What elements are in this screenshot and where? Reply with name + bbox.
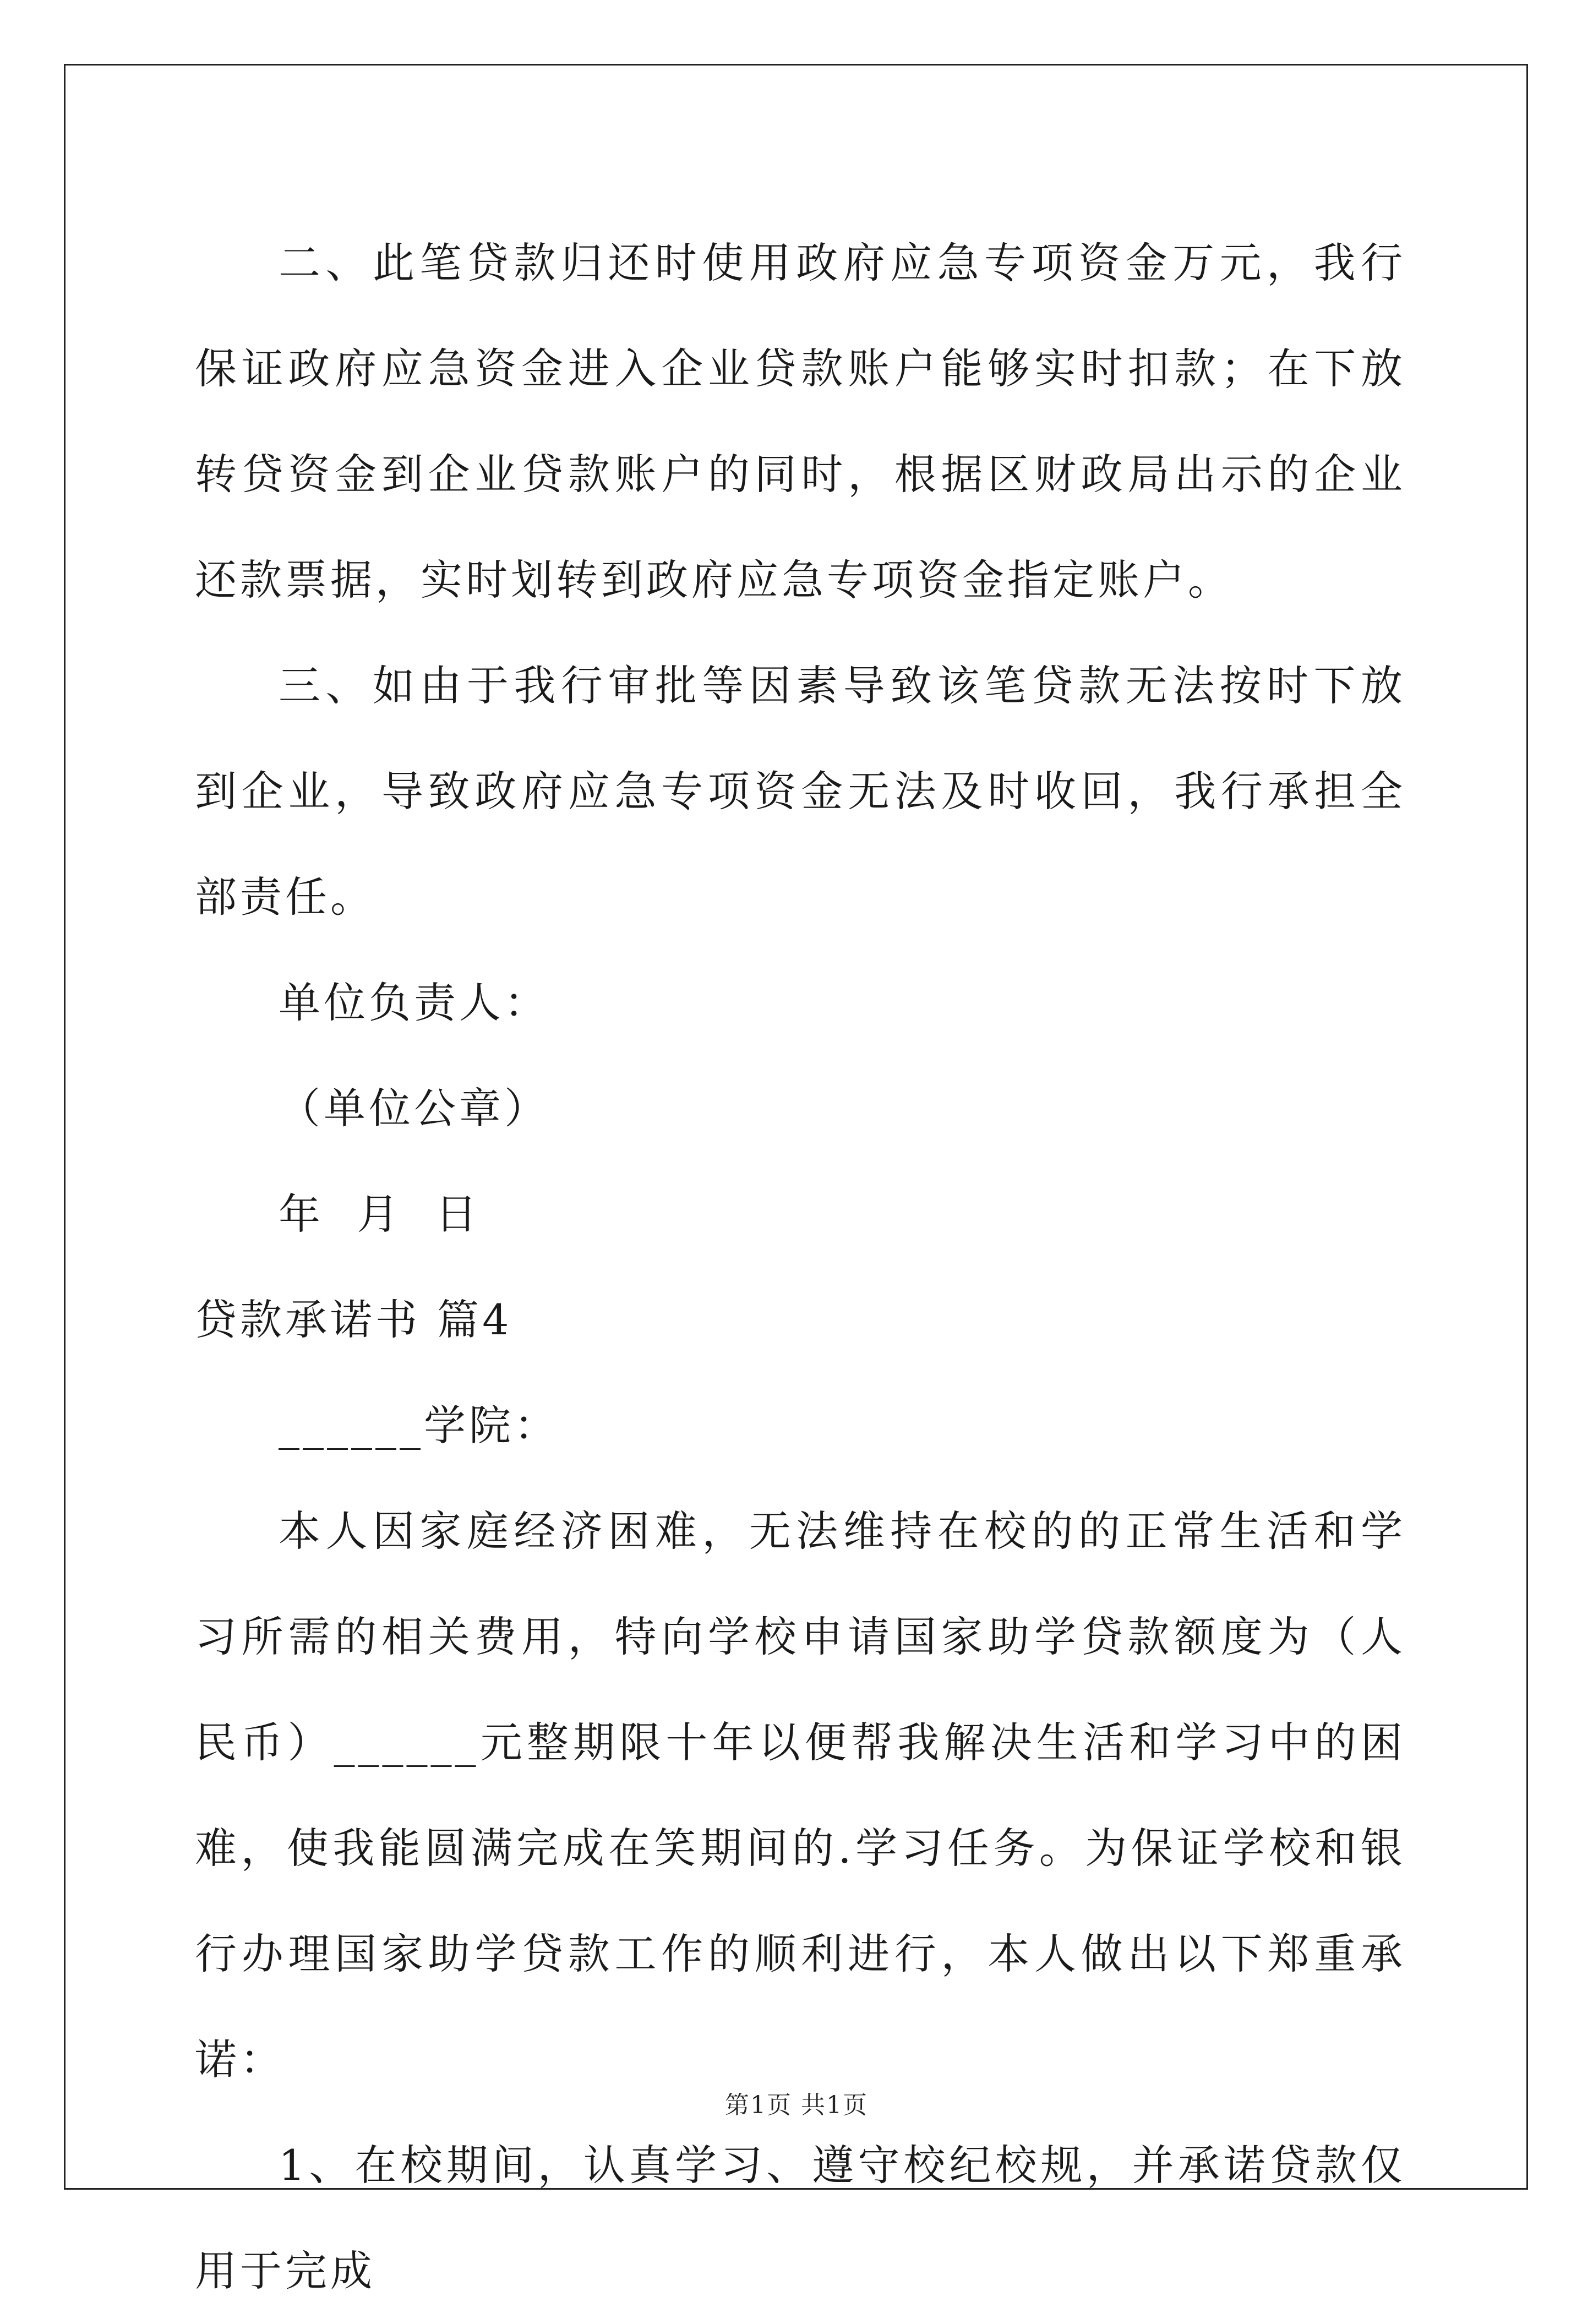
signature-leader: 单位负责人： — [279, 978, 549, 1027]
addressee: ______学院： — [279, 1401, 559, 1450]
body-paragraph-1: 本人因家庭经济困难，无法维持在校的的正常生活和学习所需的相关费用，特向学校申请国家助学贷款额度为（人民币）______元整期限十年以便帮我解决生活和学习中的困难，使我能圆满完成在笑期间的.学习任务。为保证学校和银行办理国家助学贷款工作的顺利进行，本人做出以下郑重承诺： — [195, 1507, 1406, 2084]
paragraph-item-3: 三、如由于我行审批等因素导致该笔贷款无法按时下放到企业，导致政府应急专项资金无法及时收回，我行承担全部责任。 — [195, 661, 1406, 921]
signature-date: 年 月 日 — [279, 1190, 481, 1239]
body-paragraph-2: 1、在校期间，认真学习、遵守校纪校规，并承诺贷款仅用于完成 — [195, 2141, 1406, 2295]
section-title: 贷款承诺书 篇4 — [195, 1295, 512, 1344]
paragraph-item-2: 二、此笔贷款归还时使用政府应急专项资金万元，我行保证政府应急资金进入企业贷款账户能够实时扣款；在下放转贷资金到企业贷款账户的同时，根据区财政局出示的企业还款票据，实时划转到政府应急专项资金指定账户。 — [195, 238, 1406, 604]
page-footer: 第1页 共1页 — [725, 2091, 868, 2119]
document-body — [195, 210, 1406, 2324]
signature-seal: （单位公章） — [279, 1084, 549, 1133]
